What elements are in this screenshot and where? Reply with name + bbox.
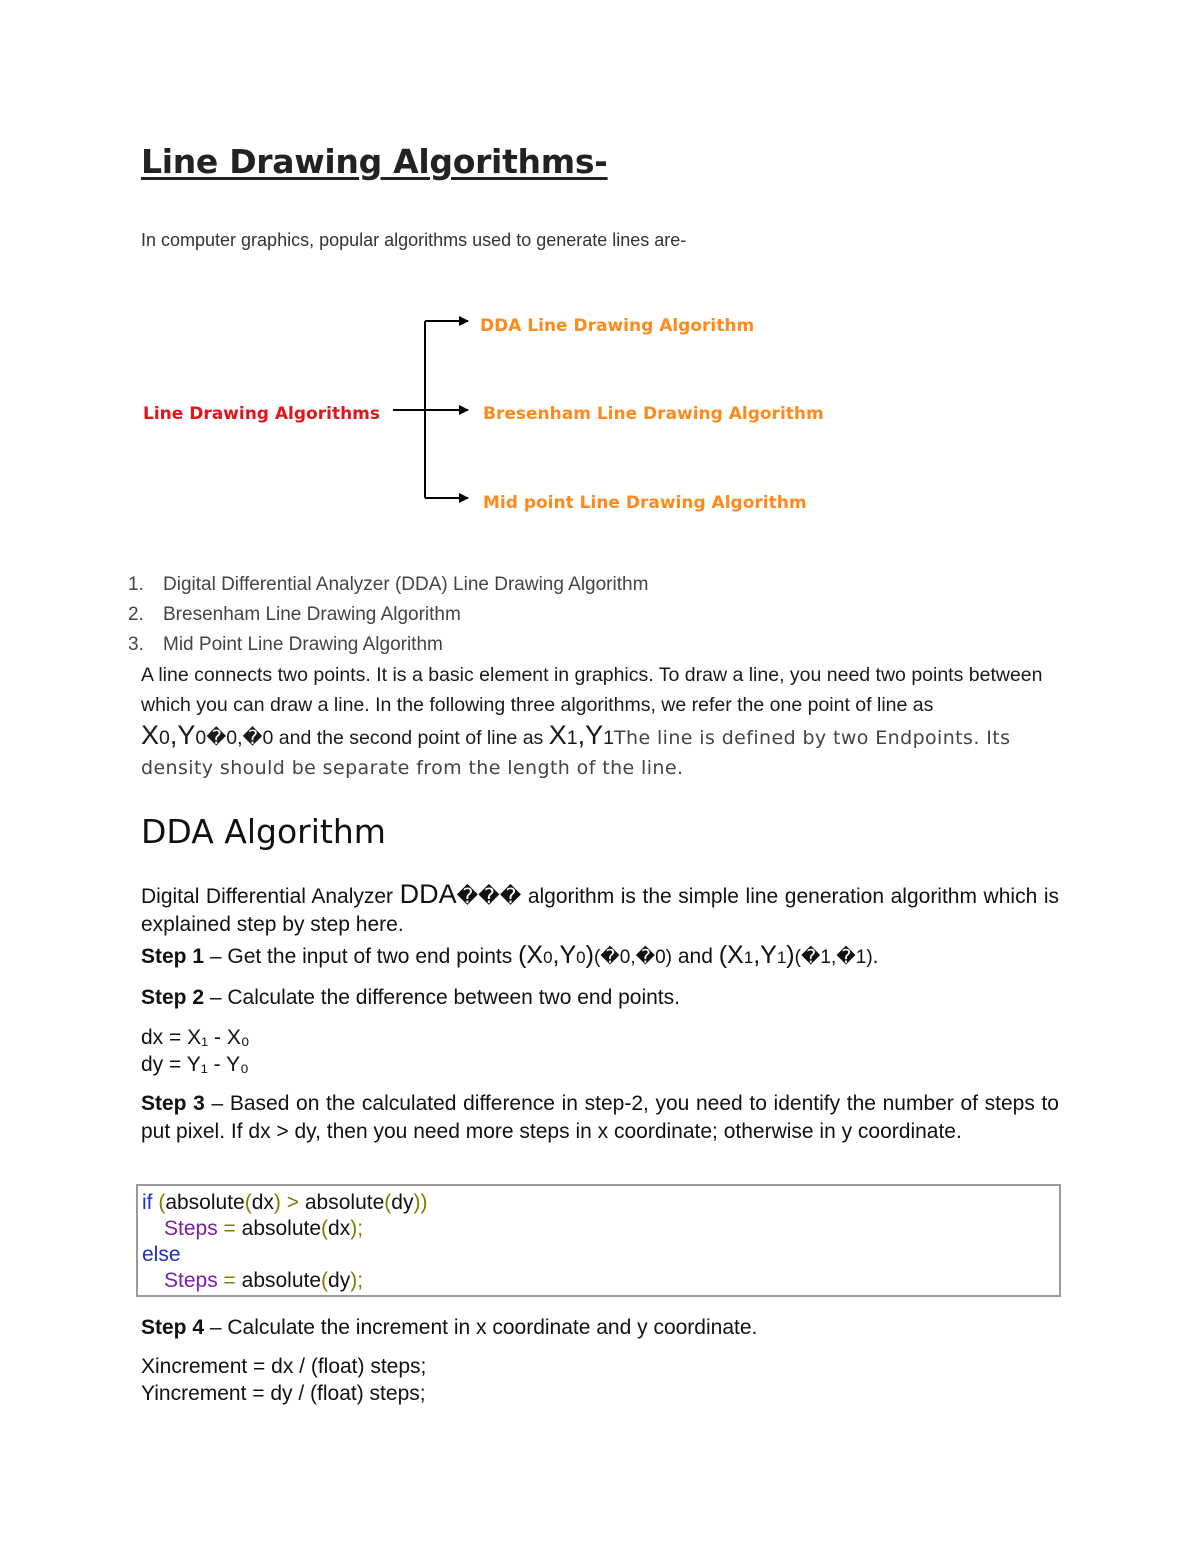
diagram-leaf-dda: DDA Line Drawing Algorithm xyxy=(480,316,755,336)
code-line xyxy=(142,1242,1055,1268)
list-number: 2. xyxy=(128,604,144,625)
math-y0: Y xyxy=(177,720,196,750)
para-text: and the second point of line as xyxy=(273,727,549,749)
math-sub: 1 xyxy=(603,727,614,749)
diagram-leaf-bresenham: Bresenham Line Drawing Algorithm xyxy=(483,404,824,424)
math-sub: 1 xyxy=(566,727,578,749)
code-line xyxy=(142,1190,1055,1216)
list-number: 1. xyxy=(128,574,144,595)
step-text: – Based on the calculated difference in step-2, you need to identify the number of steps to put pixel. If dx > dy, then you need more steps in x coordinate; otherwise in y coordinate. xyxy=(141,1092,1059,1143)
code-arg: dx xyxy=(251,1191,274,1214)
code-func: absolute xyxy=(165,1191,245,1214)
para-text: A line connects two points. It is a basic element in graphics. To draw a line, you need two points between which you can draw a line. In the following three algorithms, we refer the one point of line as xyxy=(141,664,1043,716)
code-func: absolute xyxy=(241,1269,322,1292)
code-operator: = xyxy=(217,1217,242,1240)
para-text-gray: The line is defined by two Endpoints. Its density should be separate from the length of the line. xyxy=(141,727,1011,779)
math-garbled: (�1,�1) xyxy=(794,947,873,968)
list-number: 3. xyxy=(128,634,144,655)
step-label: Step 1 xyxy=(141,945,205,968)
step-text: – Calculate the increment in x coordinate and y coordinate. xyxy=(204,1316,758,1339)
math-sub: 1 xyxy=(743,948,754,967)
math-sub: 0 xyxy=(576,948,586,967)
code-punct: ( xyxy=(321,1269,329,1292)
formula-xincrement: Xincrement = dx / (float) steps; xyxy=(141,1355,427,1378)
list-item xyxy=(128,630,648,660)
step-text: – Get the input of two end points xyxy=(204,945,519,968)
step-3 xyxy=(141,1090,1059,1146)
math-garbled: (�0,�0) xyxy=(593,947,673,968)
code-func: absolute xyxy=(304,1191,385,1214)
para-text: Digital Differential Analyzer xyxy=(141,885,400,908)
math-x0: X xyxy=(141,720,160,750)
dda-content xyxy=(141,880,1059,1146)
step-4 xyxy=(141,1314,1061,1342)
step-1 xyxy=(141,941,1059,972)
formula-dx: dx = X₁ - X₀ xyxy=(141,1026,250,1049)
math-garbled: 0�0,�0 xyxy=(195,727,274,749)
math: ) xyxy=(585,941,594,969)
math: ) xyxy=(786,941,795,969)
code-arg: dx xyxy=(328,1217,351,1240)
code-arg: dy xyxy=(328,1269,351,1292)
step-2 xyxy=(141,984,1059,1012)
list-item xyxy=(128,600,648,630)
math: (X xyxy=(518,941,544,969)
list-text: Mid Point Line Drawing Algorithm xyxy=(163,634,443,655)
math-sub: 1 xyxy=(776,948,787,967)
code-keyword: if xyxy=(142,1191,153,1214)
code-line xyxy=(142,1216,1055,1242)
code-punct: ); xyxy=(350,1217,364,1240)
step-text: . xyxy=(872,945,879,968)
step-text: – Calculate the difference between two end points. xyxy=(204,986,680,1009)
dda-abbrev: DDA xyxy=(399,879,457,909)
list-text: Bresenham Line Drawing Algorithm xyxy=(163,604,461,625)
formula-dy: dy = Y₁ - Y₀ xyxy=(141,1053,249,1076)
code-punct: ) > xyxy=(273,1191,305,1214)
code-arg: dy xyxy=(391,1191,414,1214)
step-label: Step 4 xyxy=(141,1316,205,1339)
para-text: algorithm is the simple line generation algorithm which is explained step by step here. xyxy=(141,885,1059,936)
code-punct: ( xyxy=(321,1217,329,1240)
code-variable: Steps xyxy=(164,1217,218,1240)
code-punct: )) xyxy=(413,1191,428,1214)
math: ,Y xyxy=(552,941,577,969)
step-label: Step 3 xyxy=(141,1092,205,1115)
garbled-text: ��� xyxy=(456,885,522,908)
math-x1: X xyxy=(548,720,567,750)
math-comma: , xyxy=(169,720,178,750)
step-text: and xyxy=(672,945,719,968)
math: ,Y xyxy=(753,941,777,969)
math: (X xyxy=(718,941,744,969)
code-func: absolute xyxy=(241,1217,322,1240)
code-operator: = xyxy=(217,1269,242,1292)
list-item xyxy=(128,570,648,600)
intro-text: In computer graphics, popular algorithms used to generate lines are- xyxy=(141,230,687,250)
diagram-leaf-midpoint: Mid point Line Drawing Algorithm xyxy=(483,493,807,513)
code-keyword: else xyxy=(142,1243,181,1266)
page-title: Line Drawing Algorithms- xyxy=(141,142,608,181)
code-punct: ( xyxy=(384,1191,392,1214)
dda-intro-paragraph xyxy=(141,880,1059,939)
math-comma: , xyxy=(577,720,586,750)
code-variable: Steps xyxy=(164,1269,218,1292)
code-punct: ( xyxy=(152,1191,166,1214)
algorithm-list xyxy=(128,570,648,660)
math-y1: Y xyxy=(585,720,604,750)
list-text: Digital Differential Analyzer (DDA) Line Drawing Algorithm xyxy=(163,574,649,595)
formula-yincrement: Yincrement = dy / (float) steps; xyxy=(141,1382,426,1405)
code-block xyxy=(136,1184,1061,1297)
math-sub: 0 xyxy=(159,727,170,749)
code-punct: ); xyxy=(350,1269,364,1292)
algorithms-diagram xyxy=(0,300,900,530)
line-description-paragraph xyxy=(141,660,1061,783)
section-heading: DDA Algorithm xyxy=(141,812,386,851)
math-sub: 0 xyxy=(543,948,553,967)
diagram-root-label: Line Drawing Algorithms xyxy=(143,404,381,424)
code-line xyxy=(142,1268,1055,1294)
step-label: Step 2 xyxy=(141,986,205,1009)
code-punct: ( xyxy=(244,1191,252,1214)
